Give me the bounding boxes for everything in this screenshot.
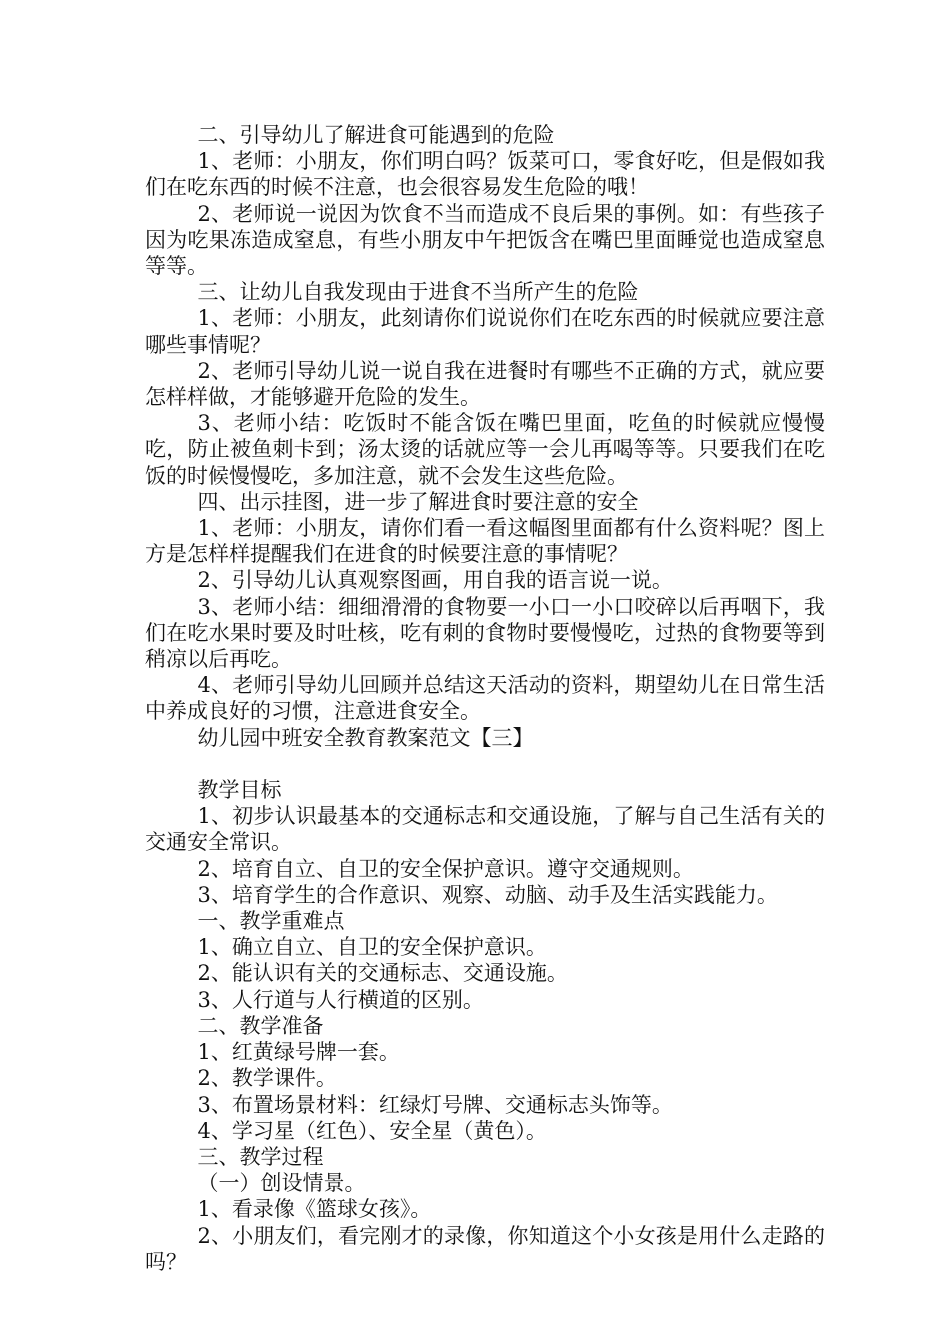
paragraph: 3、老师小结：吃饭时不能含饭在嘴巴里面，吃鱼的时候就应慢慢吃，防止被鱼刺卡到；汤太烫的话就应等一会儿再喝等等。只要我们在吃饭的时候慢慢吃，多加注意，就不会发生这些危险。 — [145, 411, 825, 488]
paragraph: 1、老师：小朋友，你们明白吗？饭菜可口，零食好吃，但是假如我们在吃东西的时候不注意，也会很容易发生危险的哦！ — [145, 149, 825, 200]
list-item: 3、人行道与人行横道的区别。 — [197, 987, 484, 1012]
list-item: 1、红黄绿号牌一套。 — [197, 1040, 400, 1065]
blank-line — [145, 751, 825, 777]
list-item: 4、学习星（红色）、安全星（黄色）。 — [197, 1118, 547, 1143]
document-body — [145, 122, 825, 1275]
paragraph: 4、老师引导幼儿回顾并总结这天活动的资料，期望幼儿在日常生活中养成良好的习惯，注意进食安全。 — [145, 673, 825, 724]
paragraph: 3、老师小结：细细滑滑的食物要一小口一小口咬碎以后再咽下，我们在吃水果时要及时吐核，吃有刺的食物时要慢慢吃，过热的食物要等到稍凉以后再吃。 — [145, 594, 825, 672]
section-heading: 二、引导幼儿了解进食可能遇到的危险 — [197, 123, 555, 147]
list-item: 1、看录像《篮球女孩》。 — [197, 1197, 432, 1222]
paragraph: 3、培育学生的合作意识、观察、动脑、动手及生活实践能力。 — [197, 882, 778, 907]
list-item: 3、布置场景材料：红绿灯号牌、交通标志头饰等。 — [197, 1092, 673, 1117]
list-item: 2、能认识有关的交通标志、交通设施。 — [197, 961, 568, 986]
section-heading: 三、教学过程 — [197, 1144, 324, 1169]
section-heading: 二、教学准备 — [197, 1013, 324, 1038]
list-item: 2、教学课件。 — [197, 1066, 337, 1091]
paragraph: 1、初步认识最基本的交通标志和交通设施，了解与自己生活有关的交通安全常识。 — [145, 804, 825, 855]
section-heading: 教学目标 — [197, 778, 282, 803]
paragraph: 2、引导幼儿认真观察图画，用自我的语言说一说。 — [197, 568, 673, 593]
paragraph: 1、老师：小朋友，请你们看一看这幅图里面都有什么资料呢？图上方是怎样样提醒我们在进食的时候要注意的事情呢？ — [145, 516, 825, 567]
list-item: 1、确立自立、自卫的安全保护意识。 — [197, 935, 547, 960]
paragraph: 2、老师说一说因为饮食不当而造成不良后果的事例。如：有些孩子因为吃果冻造成窒息，有些小朋友中午把饭含在嘴巴里面睡觉也造成窒息等等。 — [145, 201, 825, 279]
document-title: 幼儿园中班安全教育教案范文【三】 — [197, 725, 534, 750]
paragraph: 2、老师引导幼儿说一说自我在进餐时有哪些不正确的方式，就应要怎样样做，才能够避开危险的发生。 — [145, 358, 825, 410]
paragraph: 2、小朋友们，看完刚才的录像，你知道这个小女孩是用什么走路的吗？ — [145, 1223, 825, 1274]
section-heading: 一、教学重难点 — [197, 909, 345, 934]
paragraph: 1、老师：小朋友，此刻请你们说说你们在吃东西的时候就应要注意哪些事情呢？ — [145, 306, 825, 357]
paragraph: 2、培育自立、自卫的安全保护意识。遵守交通规则。 — [197, 856, 694, 881]
subsection-heading: （一）创设情景。 — [197, 1171, 366, 1196]
section-heading: 三、让幼儿自我发现由于进食不当所产生的危险 — [197, 280, 639, 305]
section-heading: 四、出示挂图，进一步了解进食时要注意的安全 — [197, 489, 639, 514]
